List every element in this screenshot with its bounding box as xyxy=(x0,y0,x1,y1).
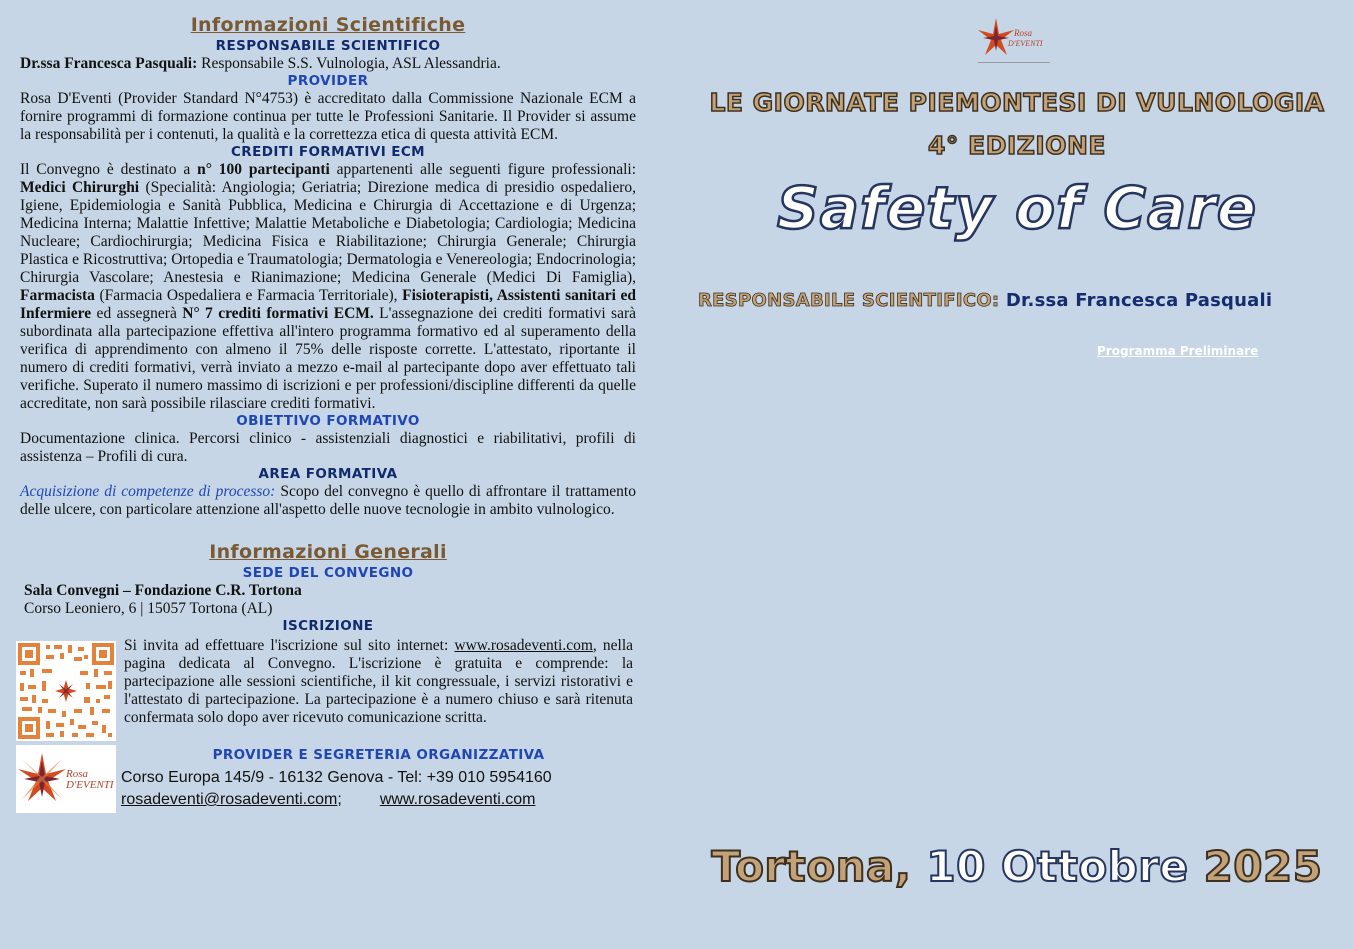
logo-wordmark xyxy=(66,769,114,791)
objective-text: Documentazione clinica. Percorsi clinico - assistenziali diagnostici e riabilitativi, profili di assistenza – Profili di cura. xyxy=(20,430,636,465)
event-series-title: LE GIORNATE PIEMONTESI DI VULNOLOGIA xyxy=(709,88,1325,117)
logo-line2: D'EVENTI xyxy=(66,779,114,791)
main-title: Safety of Care xyxy=(776,174,1258,242)
registration-text xyxy=(124,637,633,727)
area-body: Scopo del convegno è quello di affrontare il trattamento delle ulcere, con particolare attenzione all'aspetto delle nuove tecnologie in ambito vulnologico. xyxy=(20,483,636,518)
scientific-info-title: Informazioni Scientifiche xyxy=(190,14,466,36)
qr-code[interactable] xyxy=(16,641,116,741)
reg-p1: Si invita ad effettuare l'iscrizione sul sito internet: xyxy=(124,637,455,654)
right-panel xyxy=(680,0,1354,949)
resp-role: Responsabile S.S. Vulnologia, ASL Alessandria. xyxy=(197,55,501,72)
area-heading: AREA FORMATIVA xyxy=(258,466,398,482)
provider-links xyxy=(121,789,636,811)
provider-address: Corso Europa 145/9 - 16132 Genova - Tel: +39 010 5954160 xyxy=(121,769,552,786)
scientific-lead-name: Dr.ssa Francesca Pasquali xyxy=(999,290,1273,311)
resp-name: Dr.ssa Francesca Pasquali: xyxy=(20,55,198,72)
venue-address: Corso Leoniero, 6 | 15057 Tortona (AL) xyxy=(24,600,273,617)
reg-p2: , nella pagina dedicata al Convegno. L'iscrizione è gratuita e comprende: la partecipazione alle sessioni scientifiche, il kit congressuale, i servizi ristorativi e l'attestato di partecipazione. La partecipazione è a numero chiuso e sarà ritenuta confermata solo dopo aver ricevuto comunicazione scritta. xyxy=(124,637,634,726)
area-italic: Acquisizione di competenze di processo: xyxy=(20,483,276,500)
left-panel xyxy=(20,14,636,813)
resp-heading: RESPONSABILE SCIENTIFICO xyxy=(215,38,441,54)
provider-row xyxy=(20,745,636,813)
ecm-text xyxy=(20,161,636,413)
scientific-lead-label: RESPONSABILE SCIENTIFICO: xyxy=(698,290,1000,311)
provider-heading: PROVIDER xyxy=(287,73,369,89)
provider-text: Rosa D'Eventi (Provider Standard N°4753) è accreditato dalla Commissione Nazionale ECM a fornire programmi di formazione continua per tutte le Professioni Sanitarie. Il Provider si assume la responsabilità per i contenuti, la qualità e la correttezza etica di questa attività ECM. xyxy=(20,90,636,143)
provider-separator: ; xyxy=(337,791,342,808)
area-text xyxy=(20,483,636,519)
general-info-title: Informazioni Generali xyxy=(209,541,447,563)
venue-name: Sala Convegni – Fondazione C.R. Tortona xyxy=(24,582,302,599)
top-logo-text1: Rosa xyxy=(1014,28,1032,38)
provider-contact xyxy=(121,745,636,813)
top-logo-graphic xyxy=(978,14,1050,64)
ecm-b3: Farmacista xyxy=(20,287,95,304)
registration-text-block xyxy=(124,637,633,741)
registration-heading: ISCRIZIONE xyxy=(282,618,374,634)
logo-divider xyxy=(978,62,1050,63)
date-city: Tortona, xyxy=(711,842,912,891)
ecm-b5: N° 7 crediti formativi ECM. xyxy=(182,305,374,322)
provider-web-link[interactable]: www.rosadeventi.com xyxy=(379,791,536,808)
provider-email-link[interactable]: rosadeventi@rosadeventi.com xyxy=(121,791,338,808)
venue-block xyxy=(24,582,636,618)
ecm-p3: (Specialità: Angiologia; Geriatria; Direzione medica di presidio ospedaliero, Igiene, Epidemiologia e Sanità Pubblica, Medicina e Chirurgia di Accettazione e di Urgenza; Medicina Interna; Malattie Infettive; Malattie Metaboliche e Diabetologia; Cardiologia; Medicina Nucleare; Cardiochirurgia; Medicina Fisica e Riabilitazione; Chirurgia Generale; Chirurgia Plastica e Ricostruttiva; Ortopedia e Traumatologia; Dermatologia e Venereologia; Endocrinologia; Chirurgia Vascolare; Anestesia e Rianimazione; Medicina Generale (Medici Di Famiglia), xyxy=(20,179,636,286)
registration-row xyxy=(20,637,636,741)
ecm-b1: n° 100 partecipanti xyxy=(197,161,330,178)
preliminary-program-link[interactable]: Programma Preliminare xyxy=(1097,344,1259,358)
resp-paragraph xyxy=(20,55,636,73)
website-link[interactable]: www.rosadeventi.com xyxy=(454,637,593,654)
provider-secretariat-heading: PROVIDER E SEGRETERIA ORGANIZZATIVA xyxy=(212,747,545,763)
scientific-lead-line xyxy=(698,290,1272,311)
objective-heading: OBIETTIVO FORMATIVO xyxy=(236,413,420,429)
rosa-deventi-logo xyxy=(16,745,116,813)
edition-title: 4° EDIZIONE xyxy=(928,131,1106,160)
ecm-p6: L'assegnazione dei crediti formativi sarà subordinata alla partecipazione effettiva all'intero programma formativo ed al superamento della verifica di apprendimento con almeno il 75% delle risposte corrette. L'attestato, riportante il numero di crediti formativi, verrà inviato a mezzo e-mail al partecipante dopo aver effettuato tali verifiche. Superato il numero massimo di iscrizioni e per professioni/discipline differenti da quelle accreditate, non sarà possibile rilasciare crediti formativi. xyxy=(20,305,636,412)
ecm-b4: Fisioterapisti, Assistenti sanitari ed Infermiere xyxy=(20,287,636,322)
top-logo-text2: D'EVENTI xyxy=(1008,39,1043,48)
ecm-p4: (Farmacia Ospedaliera e Farmacia Territoriale), xyxy=(94,287,403,304)
logo-line1: Rosa xyxy=(66,768,88,780)
top-logo xyxy=(978,14,1050,64)
date-day-month: 10 Ottobre xyxy=(911,842,1204,891)
ecm-p1: Il Convegno è destinato a xyxy=(20,161,198,178)
ecm-heading: CREDITI FORMATIVI ECM xyxy=(231,144,425,160)
date-year: 2025 xyxy=(1203,842,1323,891)
qr-code-graphic xyxy=(16,641,116,741)
ecm-b2: Medici Chirurghi xyxy=(20,179,140,196)
venue-heading: SEDE DEL CONVEGNO xyxy=(242,565,414,581)
event-date xyxy=(680,842,1354,891)
ecm-p5: ed assegnerà xyxy=(91,305,183,322)
ecm-p2: appartenenti alle seguenti figure professionali: xyxy=(329,161,636,178)
